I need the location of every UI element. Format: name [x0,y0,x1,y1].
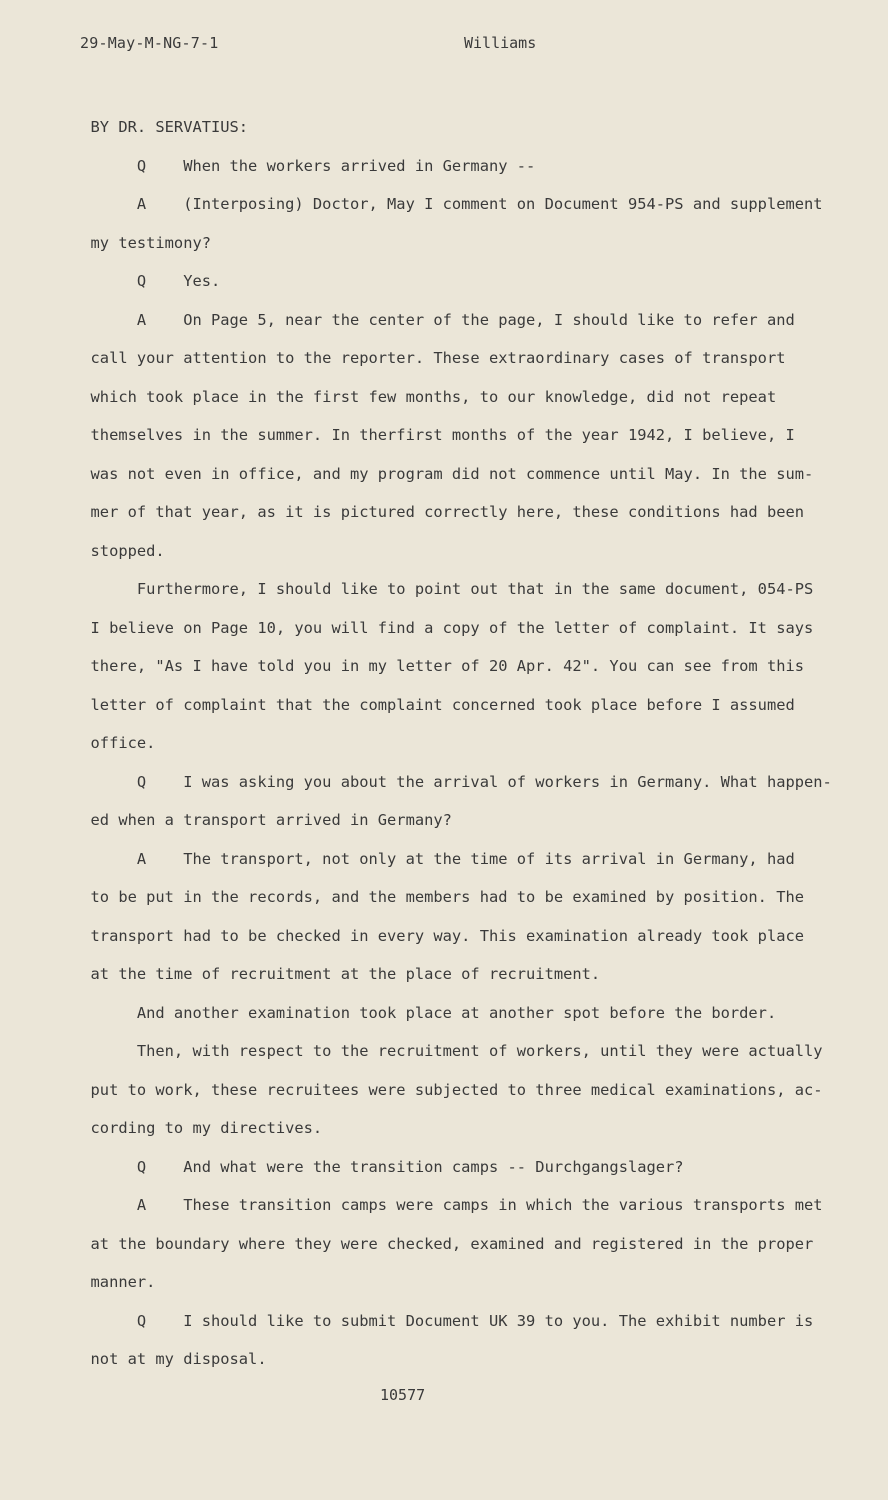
transcript-line: I believe on Page 10, you will find a copy of the letter of complaint. It says [72,618,814,637]
page-number: 10577 [380,1386,426,1404]
transcript-line: call your attention to the reporter. These extraordinary cases of transport [72,349,786,367]
transcript-line: mer of that year, as it is pictured correctly here, these conditions had been [72,503,805,521]
transcript-line: ed when a transport arrived in Germany? [72,811,452,829]
transcript-line: Q And what were the transition camps -- Durchgangslager? [72,1157,684,1176]
transcript-line: A On Page 5, near the center of the page, I should like to refer and [72,310,795,329]
transcript-line: Then, with respect to the recruitment of workers, until they were actually [72,1042,823,1060]
transcript-line: A The transport, not only at the time of its arrival in Germany, had [72,849,795,868]
transcript-line: Q Yes. [72,272,221,290]
transcript-line: which took place in the first few months, to our knowledge, did not repeat [72,387,777,406]
transcript-line: there, "As I have told you in my letter of 20 Apr. 42". You can see from this [72,657,805,675]
transcript-line: Q I was asking you about the arrival of workers in Germany. What happen- [72,772,832,791]
transcript-line: BY DR. SERVATIUS: [72,118,249,136]
reporter-name: Williams [464,34,537,52]
transcript-line: not at my disposal. [72,1350,267,1368]
transcript-line: And another examination took place at another spot before the border. [72,1003,777,1022]
transcript-line: Q When the workers arrived in Germany -- [72,156,536,175]
transcript-line: manner. [72,1273,156,1291]
document-reference: 29-May-M-NG-7-1 [80,34,219,52]
transcript-line: put to work, these recruitees were subjected to three medical examinations, ac- [72,1080,823,1099]
transcript-line: was not even in office, and my program did not commence until May. In the sum- [72,464,814,483]
transcript-line: cording to my directives. [72,1119,323,1137]
transcript-line: my testimony? [72,233,211,252]
transcript-line: transport had to be checked in every way. This examination already took place [72,926,805,945]
transcript-line: at the boundary where they were checked, examined and registered in the proper [72,1234,814,1253]
transcript-line: A (Interposing) Doctor, May I comment on Document 954-PS and supplement [72,195,823,213]
transcript-line: to be put in the records, and the members had to be examined by position. The [72,888,805,906]
transcript-line: A These transition camps were camps in which the various transports met [72,1196,823,1214]
transcript-line: at the time of recruitment at the place of recruitment. [72,965,601,983]
transcript-body [72,108,842,1379]
transcript-line: Furthermore, I should like to point out that in the same document, 054-PS [72,580,814,598]
transcript-line: stopped. [72,541,165,560]
transcript-line: themselves in the summer. In therfirst months of the year 1942, I believe, I [72,426,795,444]
transcript-line: letter of complaint that the complaint concerned took place before I assumed [72,695,795,714]
transcript-line: Q I should like to submit Document UK 39 to you. The exhibit number is [72,1311,814,1330]
transcript-line: office. [72,734,156,752]
